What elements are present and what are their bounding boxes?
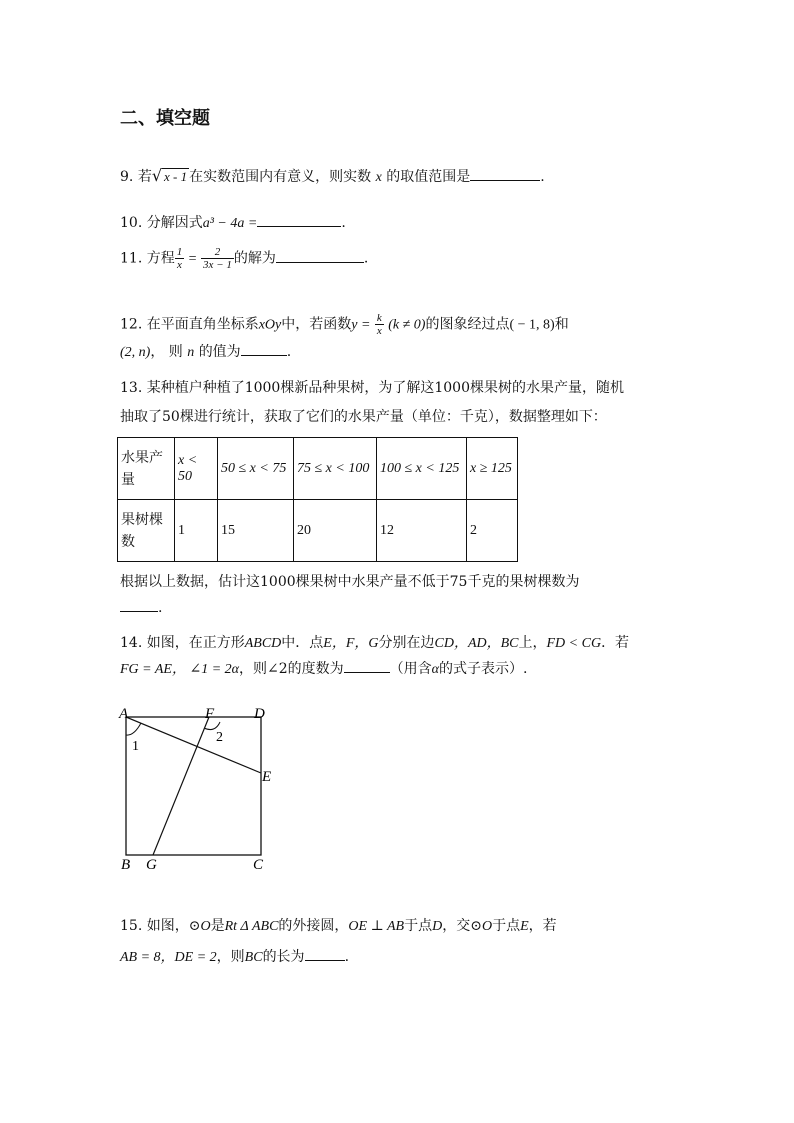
q14-text-c: 分别在边 [378,635,435,651]
q10-pre: 分解因式 [146,215,203,231]
q13-line-1: 13. 某种植户种植了1000棵新品种果树，为了解这1000棵果树的水果产量，随机 [120,380,624,396]
section-title: 二、填空题 [120,108,210,129]
q15-given: AB = 8，DE = 2 [120,950,217,965]
label-c: C [253,857,264,873]
q13-after: 根据以上数据，估计这1000棵果树中水果产量不低于75千克的果树棵数为 [120,574,580,590]
table-cell: 12 [377,500,467,562]
q9-radicand: x - 1 [164,169,188,184]
q15-text-b: 是 [210,918,225,934]
q15-text-d: 于点 [404,918,433,934]
q12-end: . [286,344,292,360]
q12-post: 的图象经过点 [425,316,510,333]
q10-end: . [341,215,346,231]
fruit-yield-table [117,437,518,562]
q15-text-h: ，则 [216,949,245,965]
q11-fraction-2: $\frac{2}{3x - 1}$ [203,246,232,271]
q10-answer-blank[interactable] [257,213,341,227]
q15-text-g: ，若 [528,918,557,934]
q11-pre: 方程 [146,250,175,267]
q12-point-1: ( − 1, 8) [509,317,555,333]
q14-condition: FG = AE， ∠1 = 2α [120,662,239,677]
q15-bc: BC [244,950,263,965]
q12-point-2: (2, n) [120,345,151,360]
q14-inequality: FD < CG [546,636,602,651]
q11-fraction-1: $\frac{1}{x}$ [176,246,183,271]
q14-points: E，F，G [323,636,379,651]
q9-pre: 若 [137,169,152,185]
q11-number: 11. [120,250,143,267]
table-cell: 2 [467,500,518,562]
question-12-line-1 [120,312,569,338]
q15-point-e: E [520,919,529,934]
q9-end: . [540,169,545,185]
question-15-line-1 [120,915,557,935]
label-angle-1: 1 [132,739,139,754]
q12-mid: 中，若函数 [281,316,352,333]
question-15-line-2 [120,946,349,966]
table-cell: 50 ≤ x < 75 [218,438,294,500]
q10-expr: a³ − 4a = [202,216,258,231]
label-f: F [205,706,215,722]
question-9: 9. 若√ x - 1 在实数范围内有意义，则实数 x 的取值范围是 . [120,166,545,185]
q15-text-e: ，交 [442,918,471,934]
q12-line2-post: 的值为 [198,344,241,360]
table-row [118,438,518,500]
angle-1-arc [126,723,141,735]
q11-answer-blank[interactable] [276,249,364,263]
square-abcd [126,717,261,855]
table-header-yield: 水果产量 [118,438,175,500]
q13-end: . [158,600,163,616]
table-header-count: 果树棵数 [118,500,175,562]
q12-sys: xOy [258,317,282,333]
table-cell: x ≥ 125 [467,438,518,500]
q14-text-a: 14. 如图，在正方形 [120,635,245,651]
q9-var: x [375,170,382,185]
q9-tail: 的取值范围是 [386,169,471,185]
table-cell: 75 ≤ x < 100 [294,438,377,500]
q15-circle: ⊙O [188,919,211,934]
q12-answer-blank[interactable] [241,342,287,356]
q12-func-y: y = [351,317,371,333]
q15-text-c: 的外接圆， [278,918,349,934]
q9-post: 在实数范围内有意义，则实数 [189,169,372,185]
q14-alpha: α [431,662,439,677]
q12-pre: 在平面直角坐标系 [146,316,259,333]
q13-answer-blank[interactable] [120,598,158,612]
table-cell: 20 [294,500,377,562]
label-a: A [119,706,129,722]
q15-text-f: 于点 [492,918,521,934]
q14-text-e: ．若 [601,635,630,651]
q14-text-f: ，则∠2的度数为 [239,661,344,677]
q10-number: 10. [120,215,143,231]
question-11 [120,246,368,272]
table-cell: 1 [175,500,218,562]
q9-answer-blank[interactable] [470,167,540,181]
q9-number: 9. [120,169,134,185]
q15-answer-blank[interactable] [305,947,345,961]
q12-fraction: $\frac{k}{x}$ [376,312,382,337]
table-cell: 100 ≤ x < 125 [377,438,467,500]
label-angle-2: 2 [216,730,223,745]
q14-sides: CD，AD，BC [434,636,519,651]
square-figure [110,700,290,880]
question-14-line-2 [120,658,527,678]
q14-text-g: （用含 [389,661,432,677]
q14-text-h: 的式子表示）. [439,661,528,677]
q12-n: n [187,345,195,360]
label-e: E [262,769,272,785]
label-b: B [121,857,131,873]
segment-fg [153,717,209,855]
label-d: D [254,706,265,722]
q15-perp: OE ⊥ AB [348,919,405,934]
q14-square: ABCD [244,636,282,651]
q15-end: . [344,949,350,965]
table-cell: x < 50 [175,438,218,500]
label-g: G [146,857,157,873]
question-14-line-1 [120,632,629,652]
q15-point-d: D [432,919,443,934]
q13-line-2: 抽取了50棵进行统计，获取了它们的水果产量（单位：千克），数据整理如下： [120,409,607,425]
question-10 [120,212,346,232]
q15-text-i: 的长为 [262,949,305,965]
q14-answer-blank[interactable] [344,659,390,673]
q12-cond: (k ≠ 0) [388,317,426,333]
q12-number: 12. [120,316,143,333]
q11-equals: = [188,251,197,267]
q15-circle-2: ⊙O [470,919,493,934]
q11-end: . [363,250,369,267]
q15-triangle: Rt Δ ABC [224,919,279,934]
q13-answer-line [120,598,162,616]
q11-post: 的解为 [233,250,276,267]
q15-text-a: 15. 如图， [120,918,189,934]
q12-and: 和 [554,316,569,333]
table-row [118,500,518,562]
q14-text-b: 中．点 [281,635,324,651]
segment-ae [126,717,261,773]
q14-text-d: 上， [518,635,547,651]
table-cell: 15 [218,500,294,562]
q12-line2-mid: ， 则 [150,344,183,360]
question-12-line-2 [120,341,291,361]
